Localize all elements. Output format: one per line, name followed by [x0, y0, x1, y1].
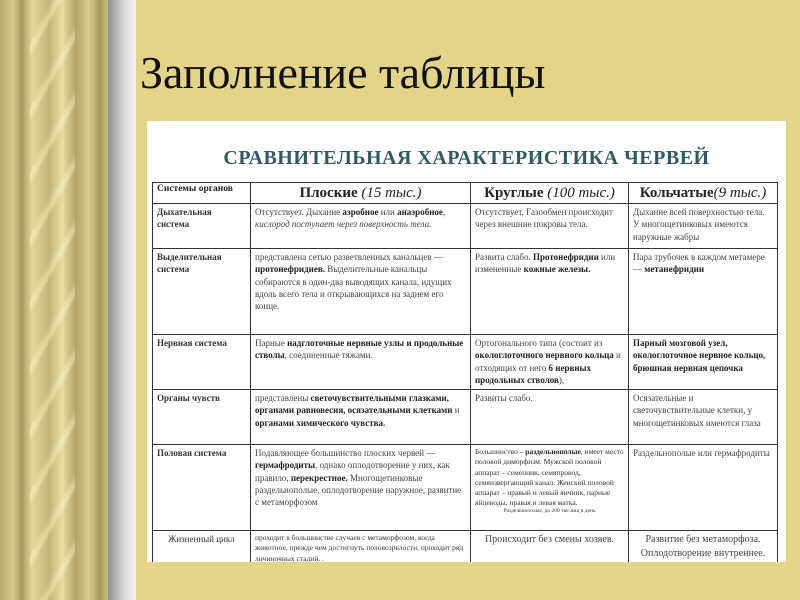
table-image	[147, 121, 786, 562]
cell-text: кожные железы.	[523, 264, 591, 275]
row-name: Жизненный цикл	[153, 531, 251, 562]
cell-text: и	[452, 405, 460, 416]
row-name: Органы чувств	[153, 390, 251, 445]
table-row	[153, 204, 778, 249]
cell-text: и отходящих от него	[475, 350, 621, 373]
cell-flat	[251, 390, 471, 445]
cell-text: аэробное	[342, 207, 379, 218]
cell-text: перекрестное.	[290, 472, 348, 483]
cell-ringed: Раздельнополые или гермафродиты	[629, 445, 778, 531]
cell-text: , соединенные тяжами.	[284, 350, 373, 361]
header-round-count: (100 тыс.)	[547, 185, 615, 201]
cell-ringed	[629, 249, 778, 335]
table-row	[153, 249, 778, 335]
cell-text: Протонефридии	[532, 252, 599, 263]
table-row	[153, 390, 778, 445]
header-flat-count: (15 тыс.)	[361, 185, 422, 201]
cell-ringed	[629, 335, 778, 390]
header-ringed-count: (9 тыс.)	[713, 185, 767, 201]
cell-text: или	[378, 207, 398, 218]
cell-round: Отсутствует. Газообмен происходит через внешние покровы тела.	[471, 204, 629, 249]
header-round-label: Круглые	[484, 185, 544, 201]
cell-text: протонефридиев.	[255, 264, 325, 275]
cell-text: представлена сетью разветвленных канальцев —	[255, 252, 443, 263]
cell-round: Происходит без смены хозяев.	[471, 531, 629, 562]
cell-text: Ортогонального типа (состоит из	[475, 338, 603, 349]
cell-text: или измененные	[475, 252, 616, 275]
slide-title: Заполнение таблицы	[140, 47, 546, 98]
cell-text: Отсутствует. Дыхание	[255, 207, 343, 218]
cell-round	[471, 445, 629, 531]
cell-flat	[251, 204, 471, 249]
table-row	[153, 445, 778, 531]
header-flat-label: Плоские	[299, 185, 358, 201]
cell-text: Парный мозговой узел, окологлоточное нервное кольцо, брюшная нервная цепочка	[633, 338, 766, 373]
header-ringed-label: Кольчатые	[639, 185, 714, 201]
table-row	[153, 335, 778, 390]
decorative-shade	[108, 0, 136, 600]
row-name: Дыхательная система	[153, 204, 251, 249]
cell-flat: проходит в большинстве случаев с метаморфозом, когда животное, прежде чем достигнуть половозрелости, проходит ряд личиночных стадий. .	[251, 531, 471, 562]
cell-ringed: Развитие без метаморфоза. Оплодотворение внутреннее.	[629, 531, 778, 562]
cell-text: кислород поступает через поверхность тела.	[255, 219, 432, 230]
cell-text: метанефридии	[644, 264, 705, 275]
cell-text: светочувствительными глазками, органами равновесия, осязательными клетками	[255, 393, 453, 416]
cell-text: Выделительные канальцы собираются в один-два выводящих канала, идущих вдоль всего тела и открывающихся на заднем его конце.	[255, 264, 452, 311]
cell-text: , имеет место половой диморфизм. Мужской половой аппарат – семенник, семяпровод, семяизвергающий канал. Женский половой аппарат – правый и левый яичник, парные яйцеводы, правая и левая матка.	[475, 447, 624, 507]
cell-text: представлены	[255, 393, 311, 404]
header-systems: Системы органов	[153, 183, 251, 204]
cell-text: Пара трубочек в каждом метамере —	[633, 252, 765, 275]
cell-text: гермафродиты	[255, 460, 316, 471]
row-name: Выделительная система	[153, 249, 251, 335]
cell-round	[471, 249, 629, 335]
cell-flat	[251, 335, 471, 390]
cell-text: органами химического чувства.	[255, 417, 386, 428]
cell-text: Развита слабо.	[475, 252, 533, 263]
cell-note: Раздельнополые, до 200 тыс.яиц в день	[503, 508, 596, 514]
cell-text: Парные	[255, 338, 288, 349]
cell-flat	[251, 445, 471, 531]
cell-text: ,	[442, 207, 446, 218]
cell-text: надглоточные нервные узлы и продольные стволы	[255, 338, 464, 361]
row-name: Половая система	[153, 445, 251, 531]
cell-text: анаэробное	[397, 207, 443, 218]
header-round	[471, 183, 629, 204]
cell-text: ),	[558, 374, 565, 385]
cell-ringed: Осязательные и светочувствительные клетки, у многощетинковых имеются глаза	[629, 390, 778, 445]
cell-text: Подавляющее большинство плоских червей —	[255, 448, 436, 459]
cell-round	[471, 335, 629, 390]
cell-text: Многощетинковые раздельнополые, оплодотворение наружное, развитие с метаморфозом	[255, 472, 462, 507]
table-title: СРАВНИТЕЛЬНАЯ ХАРАКТЕРИСТИКА ЧЕРВЕЙ	[223, 147, 710, 169]
cell-round: Развиты слабо.	[471, 390, 629, 445]
cell-text: 6 нервных продольных стволов	[475, 362, 592, 385]
cell-text: раздельнополые	[525, 447, 581, 457]
header-flat	[251, 183, 471, 204]
table-row	[153, 531, 778, 562]
cell-text: окологлоточного нервного кольца	[475, 350, 614, 361]
cell-flat	[251, 249, 471, 335]
table-header-row	[153, 183, 778, 204]
header-ringed	[629, 183, 778, 204]
comparison-table	[152, 182, 778, 562]
cell-text: , однако оплодотворение у них, как правило,	[255, 460, 450, 483]
decorative-pillar	[0, 0, 108, 600]
row-name: Нервная система	[153, 335, 251, 390]
cell-text: Большинство –	[475, 447, 526, 457]
cell-ringed: Дыхание всей поверхностью тела. У многощетинковых имеются наружные жабры	[629, 204, 778, 249]
